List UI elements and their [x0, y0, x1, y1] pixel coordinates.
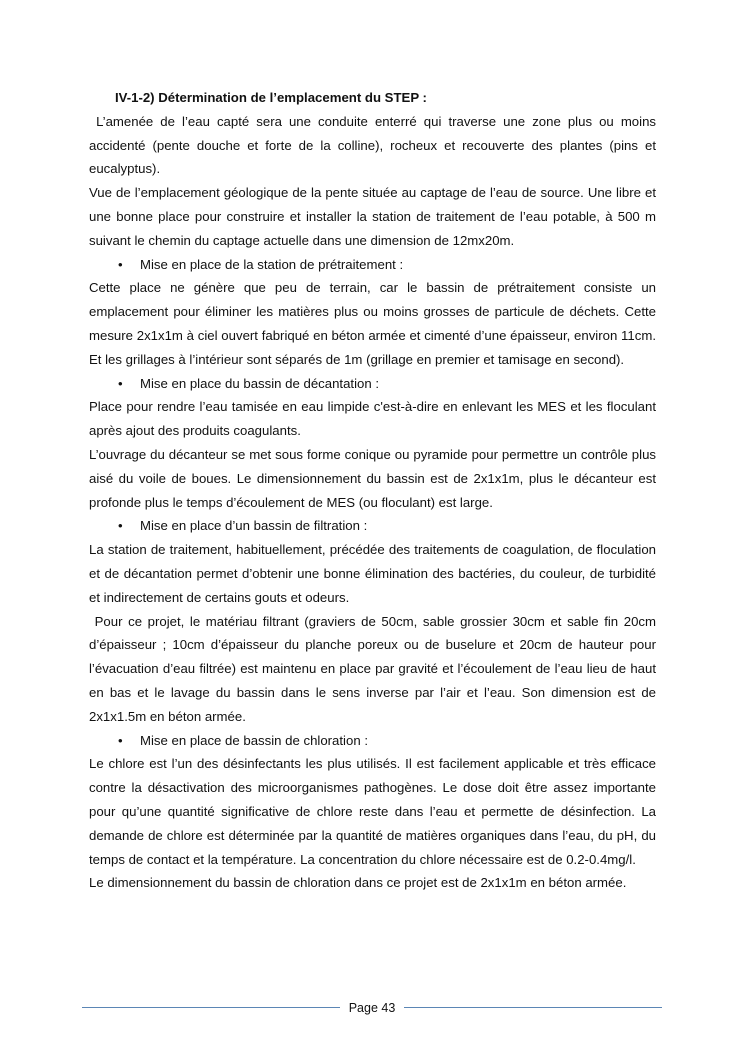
bullet-filtration — [89, 514, 656, 538]
footer-rule-right — [404, 1007, 662, 1008]
bullet-label: Mise en place de la station de prétraitement : — [140, 256, 404, 272]
paragraph-filtration-station: La station de traitement, habituellement, précédée des traitements de coagulation, de floculation et de décantation permet d’obtenir une bonne élimination des bactéries, du couleur, de turbidité et indirectement de certains gouts et odeurs. — [89, 542, 656, 605]
bullet-icon: • — [118, 375, 123, 391]
bullet-icon: • — [118, 518, 123, 534]
bullet-icon: • — [118, 256, 123, 272]
bullet-decantation — [89, 372, 656, 396]
page-footer — [82, 998, 662, 1018]
bullet-pretreatment — [89, 253, 656, 277]
bullet-label: Mise en place de bassin de chloration : — [140, 732, 368, 748]
paragraph-decanter-shape: L’ouvrage du décanteur se met sous forme conique ou pyramide pour permettre un contrôle plus aisé du voile de boues. Le dimensionnement du bassin est de 2x1x1m, plus le décanteur est profonde plus le temps d’écoulement de MES (ou floculant) est large. — [89, 446, 656, 510]
bullet-label: Mise en place d’un bassin de filtration : — [140, 518, 368, 534]
bullet-label: Mise en place du bassin de décantation : — [140, 375, 379, 391]
bullet-chlorination — [89, 729, 656, 753]
page-content — [89, 86, 660, 895]
paragraph-water-conduit: L’amenée de l’eau capté sera une conduite enterré qui traverse une zone plus ou moins accidenté (pente douche et forte de la colline), rocheux et recouverte des plantes (pins et eucalyptus). — [89, 113, 660, 177]
paragraph-chlorine: Le chlore est l’un des désinfectants les plus utilisés. Il est facilement applicable et très efficace contre la désactivation des microorganismes pathogènes. Le dose doit être assez importante pour qu’une quantité significative de chlore reste dans l’eau et permette de désinfection. La demande de chlore est déterminée par la quantité de matières organiques dans l’eau, du pH, du temps de contact et la température. La concentration du chlore nécessaire est de 0.2-0.4mg/l. — [89, 756, 656, 867]
paragraph-pretreatment: Cette place ne génère que peu de terrain, car le bassin de prétraitement consiste un emplacement pour éliminer les matières plus ou moins grosses de particule de déchets. Cette mesure 2x1x1m à ciel ouvert fabriqué en béton armée et cimenté d’une épaisseur, environ 11cm. Et les grillages à l’intérieur sont séparés de 1m (grillage en premier et tamisage en second). — [89, 280, 656, 367]
paragraph-site-location: Vue de l’emplacement géologique de la pente située au captage de l’eau de source. Une libre et une bonne place pour construire et installer la station de traitement de l’eau potable, à 500 m suivant le chemin du captage actuelle dans une dimension de 12mx20m. — [89, 185, 656, 248]
footer-rule-left — [82, 1007, 340, 1008]
section-heading: IV-1-2) Détermination de l’emplacement du STEP : — [115, 90, 427, 105]
paragraph-decantation-purpose: Place pour rendre l’eau tamisée en eau limpide c'est-à-dire en enlevant les MES et les floculant après ajout des produits coagulants. — [89, 399, 656, 439]
paragraph-filter-material: Pour ce projet, le matériau filtrant (graviers de 50cm, sable grossier 30cm et sable fin 20cm d’épaisseur ; 10cm d’épaisseur du planche poreux ou de buselure et 20cm de hauteur pour l’évacuation d’eau filtrée) est maintenu en place par gravité et l’écoulement de l’eau lieu de haut en bas et le lavage du bassin dans le sens inverse par l’air et l’eau. Son dimension est de 2x1x1.5m en béton armée. — [89, 613, 660, 724]
page-number: Page 43 — [348, 1001, 396, 1015]
paragraph-chlorination-dimension: Le dimensionnement du bassin de chloration dans ce projet est de 2x1x1m en béton armée. — [89, 875, 627, 891]
bullet-icon: • — [118, 732, 123, 748]
